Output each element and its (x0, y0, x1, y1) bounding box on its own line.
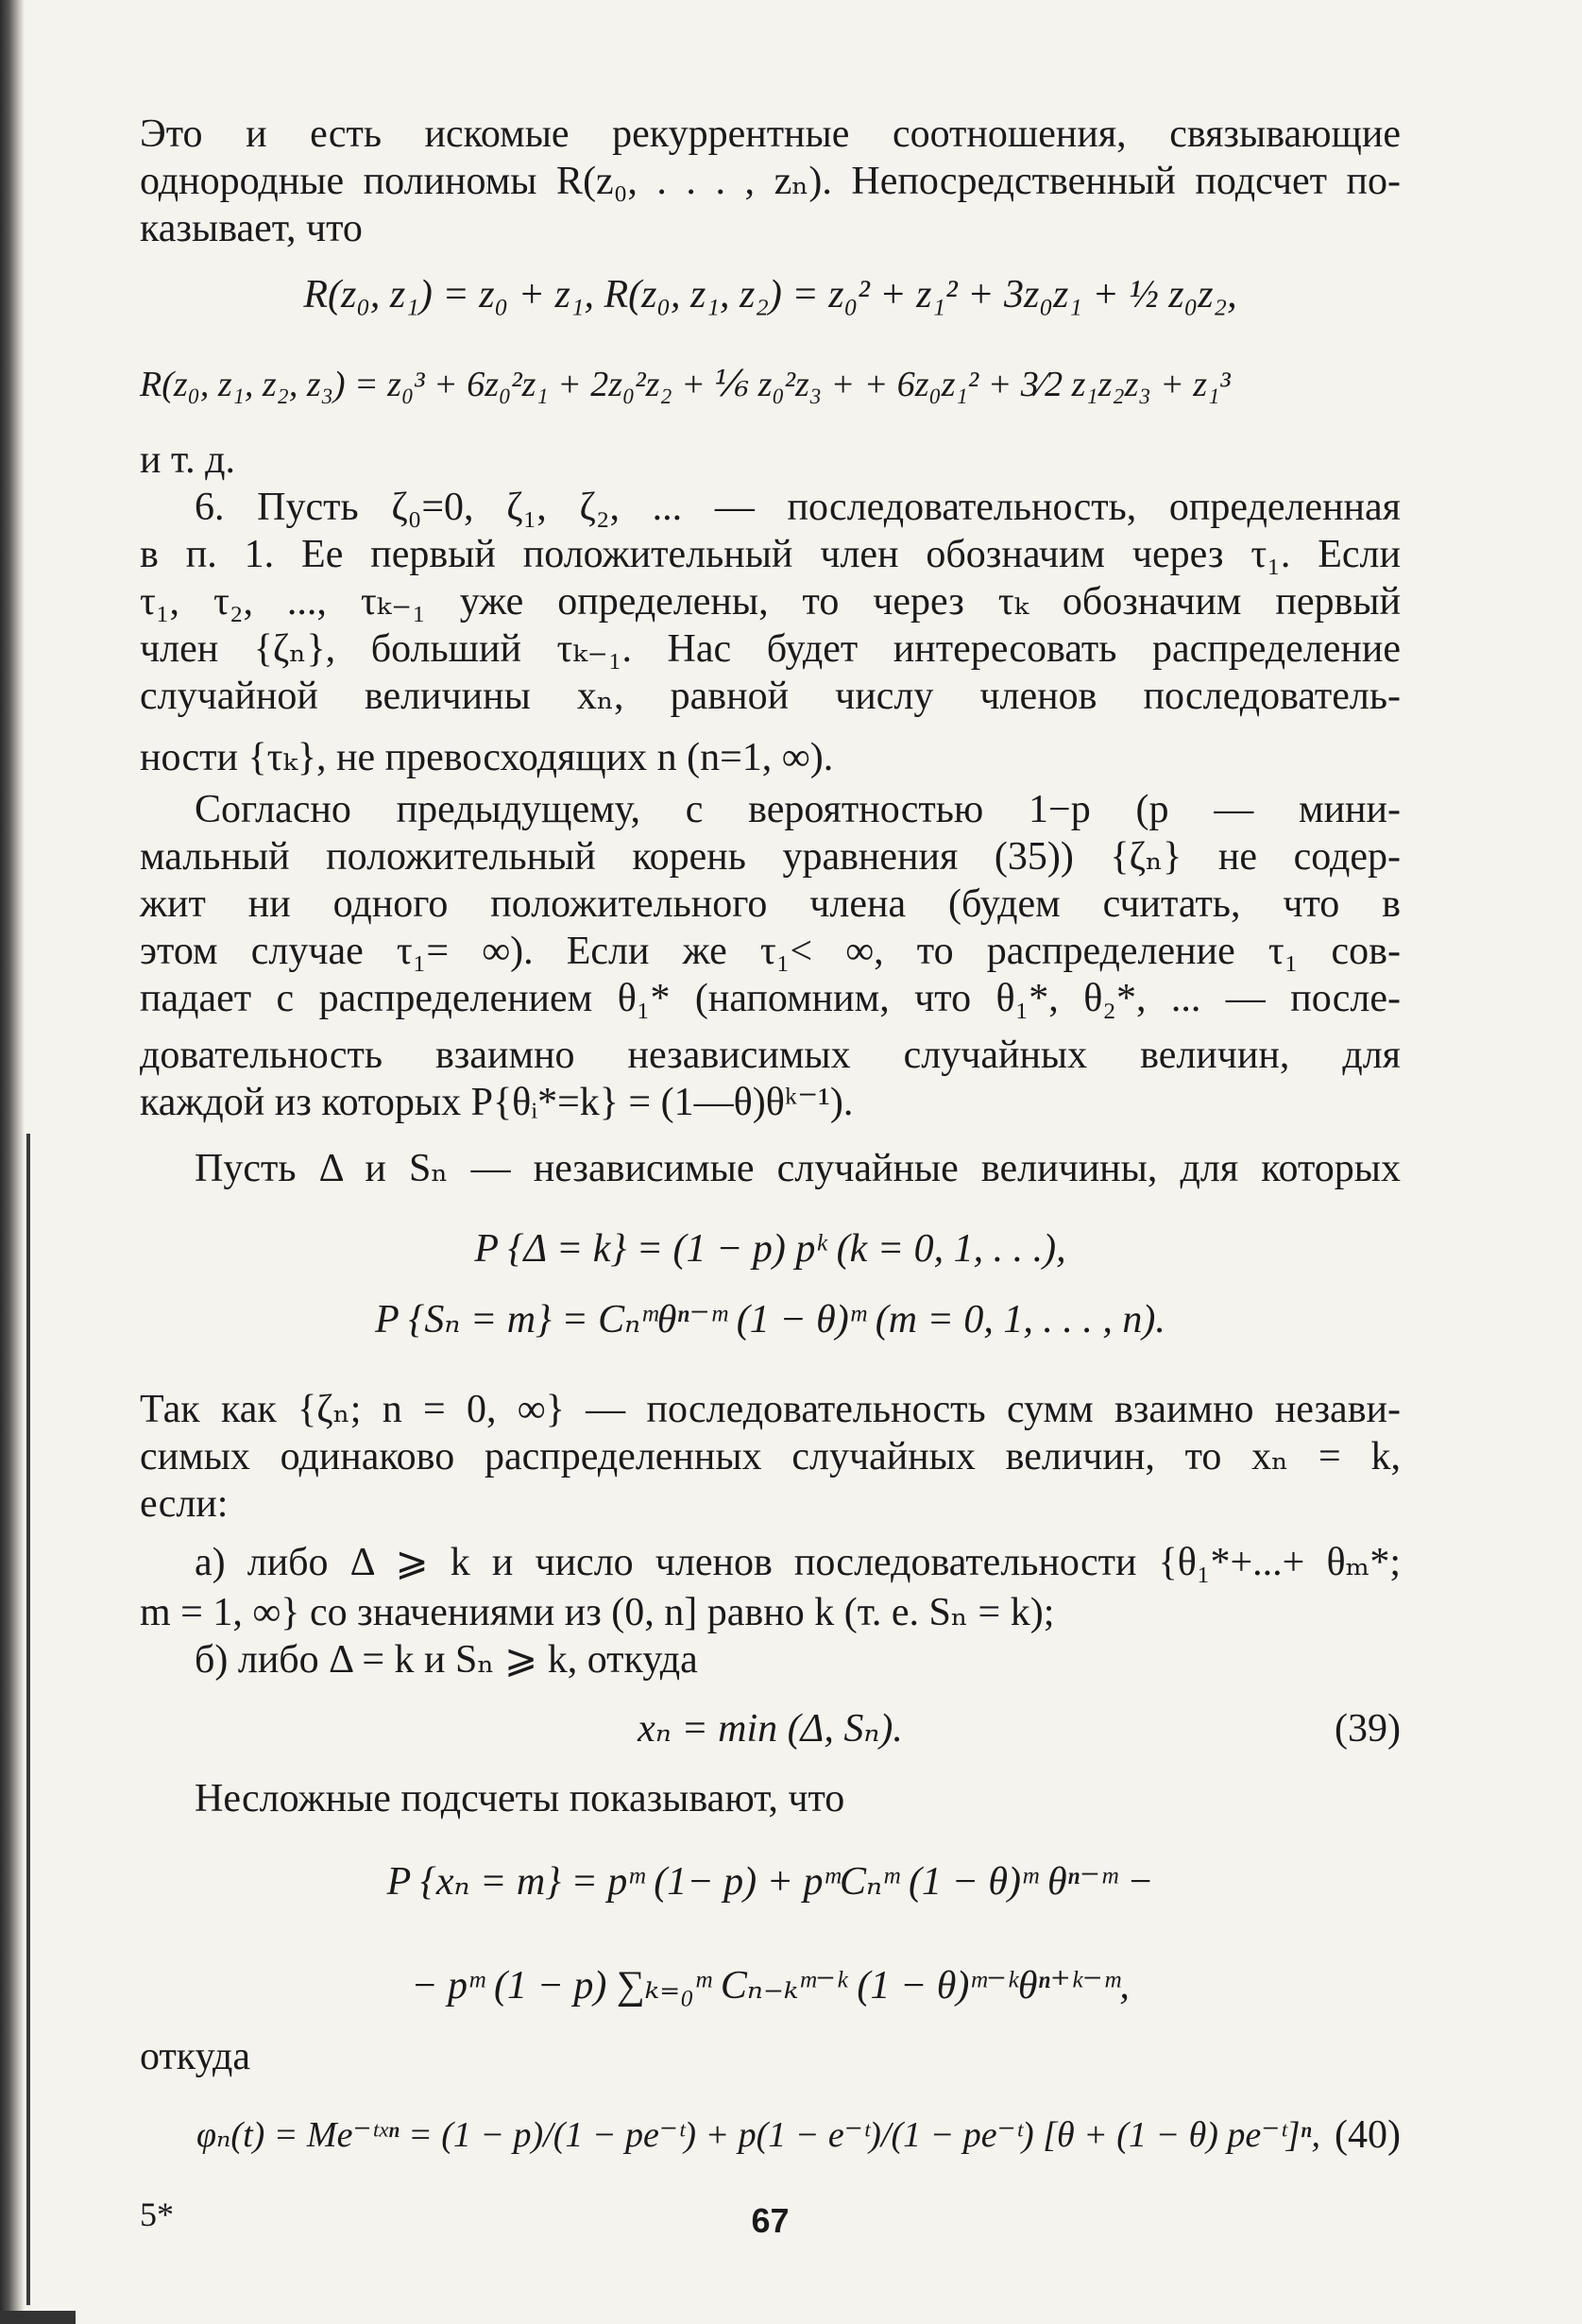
formula-line: P {Sₙ = m} = Cₙᵐθⁿ⁻ᵐ (1 − θ)ᵐ (m = 0, 1, . . . , n). (375, 1298, 1165, 1341)
text-line: мальный положительный корень уравнения (35)) {ζₙ} не содер- (140, 835, 1401, 879)
text-line: казывает, что (140, 207, 363, 250)
text-line: и т. д. (140, 438, 236, 482)
paragraph-start: Пусть Δ и Sₙ — независимые случайные величины, для которых (195, 1147, 1401, 1190)
text-line: Так как {ζₙ; n = 0, ∞} — последовательность сумм взаимно незави- (140, 1388, 1401, 1431)
page-number: 67 (751, 2201, 790, 2240)
list-item-a: а) либо Δ ⩾ k и число членов последовательности {θ₁*+...+ θₘ*; (195, 1541, 1401, 1584)
text-line: τ₁, τ₂, ..., τₖ₋₁ уже определены, то через τₖ обозначим первый (140, 580, 1401, 624)
signature-mark: 5* (140, 2196, 174, 2233)
text-line: откуда (140, 2035, 250, 2078)
paragraph-start: 6. Пусть ζ₀=0, ζ₁, ζ₂, ... — последовательность, определенная (195, 486, 1401, 529)
text-line: каждой из которых P{θᵢ*=k} = (1—θ)θᵏ⁻¹). (140, 1081, 854, 1124)
paragraph-start: Согласно предыдущему, с вероятностью 1−p (p — мини- (195, 788, 1401, 831)
text-line: ности {τₖ}, не превосходящих n (n=1, ∞). (140, 736, 834, 779)
text-line: однородные полиномы R(z₀, . . . , zₙ). Непосредственный подсчет по- (140, 160, 1401, 203)
text-line: этом случае τ₁= ∞). Если же τ₁< ∞, то распределение τ₁ сов- (140, 930, 1401, 973)
text-line: падает с распределением θ₁* (напомним, что θ₁*, θ₂*, ... — после- (140, 977, 1401, 1020)
text-line: Это и есть искомые рекуррентные соотношения, связывающие (140, 112, 1401, 156)
text-line: в п. 1. Ее первый положительный член обозначим через τ₁. Если (140, 533, 1401, 576)
formula-line: P {Δ = k} = (1 − p) pᵏ (k = 0, 1, . . .), (474, 1227, 1066, 1271)
binding-edge (26, 1134, 30, 2305)
equation-number-39: (39) (1335, 1707, 1401, 1751)
text-line: случайной величины xₙ, равной числу членов последователь- (140, 675, 1401, 718)
list-item-b: б) либо Δ = k и Sₙ ⩾ k, откуда (195, 1638, 698, 1682)
formula-39: xₙ = min (Δ, Sₙ). (638, 1707, 903, 1751)
text-line: довательность взаимно независимых случайных величин, для (140, 1034, 1401, 1077)
page-corner-shadow (0, 2311, 76, 2324)
formula-40: φₙ(t) = Me⁻ᵗˣⁿ = (1 − p)/(1 − pe⁻ᵗ) + p(1 − e⁻ᵗ)/(1 − pe⁻ᵗ) [θ + (1 − θ) pe⁻ᵗ]ⁿ, (196, 2115, 1320, 2155)
text-line: если: (140, 1482, 229, 1526)
equation-number-40: (40) (1335, 2113, 1401, 2157)
text-line: симых одинаково распределенных случайных величин, то xₙ = k, (140, 1435, 1401, 1478)
paragraph-start: Несложные подсчеты показывают, что (195, 1777, 845, 1820)
formula-line: − pᵐ (1 − p) ∑ₖ₌₀ᵐ Cₙ₋ₖᵐ⁻ᵏ (1 − θ)ᵐ⁻ᵏθⁿ⁺ᵏ⁻ᵐ, (411, 1964, 1130, 2008)
formula-line: P {xₙ = m} = pᵐ (1− p) + pᵐCₙᵐ (1 − θ)ᵐ θⁿ⁻ᵐ − (386, 1860, 1154, 1904)
text-line: член {ζₙ}, больший τₖ₋₁. Нас будет интересовать распределение (140, 627, 1401, 671)
text-line: m = 1, ∞} со значениями из (0, n] равно k (т. е. Sₙ = k); (140, 1591, 1055, 1634)
formula-line: R(z₀, z₁) = z₀ + z₁, R(z₀, z₁, z₂) = z₀² + z₁² + 3z₀z₁ + ½ z₀z₂, (303, 273, 1237, 316)
text-line: жит ни одного положительного члена (будем считать, что в (140, 882, 1401, 926)
book-spine-shadow (0, 0, 25, 2324)
formula-line: R(z₀, z₁, z₂, z₃) = z₀³ + 6z₀²z₁ + 2z₀²z₂ + ⅙ z₀²z₃ + + 6z₀z₁² + 3⁄2 z₁z₂z₃ + z₁³ (140, 365, 1231, 404)
